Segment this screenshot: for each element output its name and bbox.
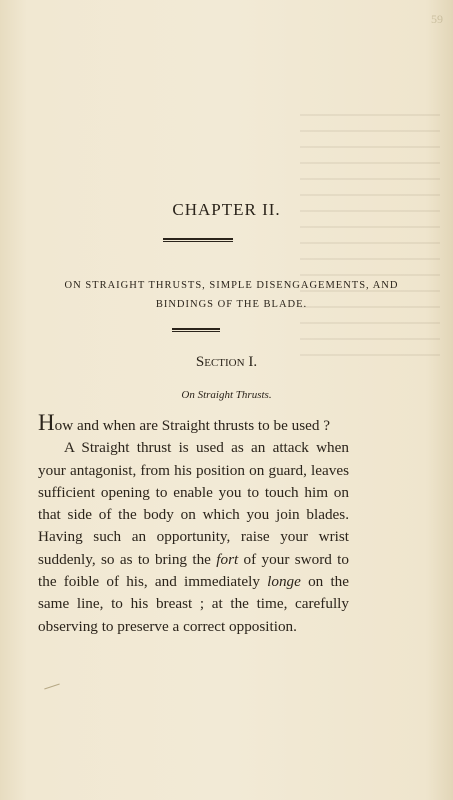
body-text [38, 412, 349, 638]
answer-text-1: A Straight thrust is used as an attack when your antagonist, from his position on guard, leaves sufficient opening to enable you to touch him on that side of the body on which you join blades. Having such an opportunity, raise your wrist suddenly, so as to bring the [38, 439, 349, 568]
answer-italic-longe: longe [267, 573, 301, 591]
chapter-subtitle: ON STRAIGHT THRUSTS, SIMPLE DISENGAGEMENTS, AND BINDINGS OF THE BLADE. [64, 280, 399, 310]
question-paragraph [38, 412, 349, 437]
answer-text-3: on the same line, to his breast ; at the time, carefully observing to preserve a correct opposition. [38, 573, 349, 635]
answer-italic-fort: fort [216, 550, 239, 568]
show-through-text [300, 110, 440, 370]
answer-text-2: of your sword to the foible of his, and immediately [38, 550, 349, 591]
section-heading: Section I. [195, 354, 258, 370]
chapter-title: CHAPTER II. [172, 200, 281, 219]
subtitle-divider-rule [172, 328, 220, 332]
chapter-divider-rule [163, 238, 233, 242]
page-number: 59 [431, 12, 443, 26]
answer-paragraph [38, 437, 349, 638]
section-subtitle: On Straight Thrusts. [181, 389, 272, 401]
ink-mark [44, 684, 60, 690]
question-text: ow and when are Straight thrusts to be used ? [54, 417, 331, 434]
drop-cap: H [38, 410, 55, 435]
